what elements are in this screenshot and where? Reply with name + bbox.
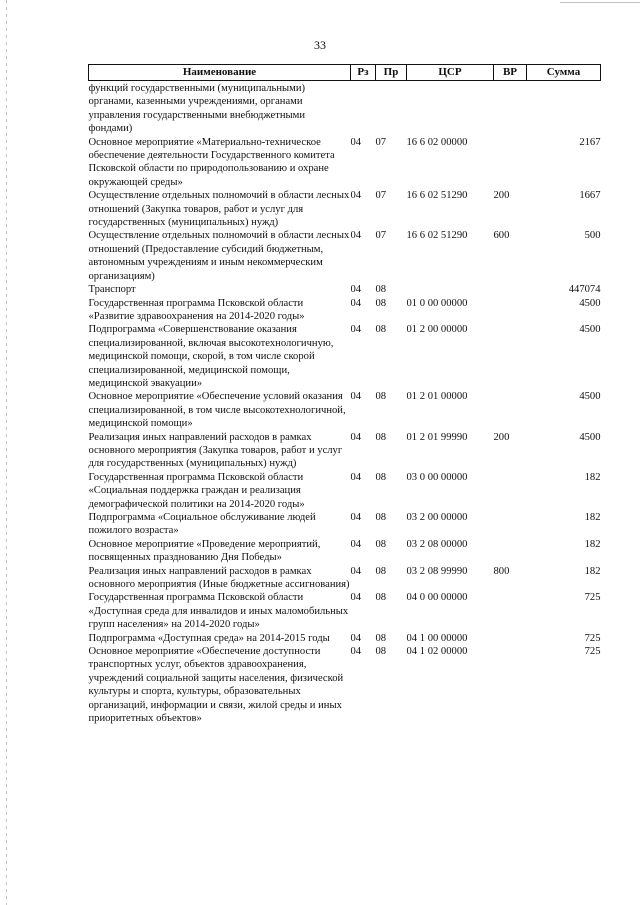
table-row (89, 538, 601, 565)
row-name: Государственная программа Псковской области «Доступная среда для инвалидов и иных маломобильных групп населения» на 2014-2020 годы» (88, 592, 349, 631)
row-sum: 725 (584, 592, 601, 604)
row-pr: 08 (375, 632, 387, 644)
row-csr: 01 2 00 00000 (406, 324, 468, 336)
row-vr (494, 645, 527, 725)
row-vr (494, 390, 527, 430)
table-row (89, 565, 601, 592)
header-rz: Рз (351, 65, 376, 81)
row-rz: 04 (350, 632, 362, 644)
row-vr: 800 (493, 565, 510, 577)
row-csr: 01 0 00 00000 (406, 297, 468, 309)
row-vr (494, 591, 527, 631)
row-rz: 04 (350, 136, 362, 148)
row-pr: 07 (375, 230, 387, 242)
row-name: Подпрограмма «Доступная среда» на 2014-2015 годы (88, 632, 330, 644)
row-pr: 08 (375, 297, 387, 309)
row-vr (494, 471, 527, 511)
row-csr: 04 1 00 00000 (406, 632, 468, 644)
row-pr: 08 (375, 324, 387, 336)
row-name: Осуществление отдельных полномочий в области лесных отношений (Закупка товаров, работ и услуг для государственных (муниципальных) нужд) (88, 190, 350, 229)
row-csr: 01 2 01 99990 (406, 431, 468, 443)
table-row (89, 431, 601, 471)
row-vr (494, 297, 527, 324)
header-vr: ВР (494, 65, 527, 81)
row-name: Транспорт (88, 284, 136, 296)
table-row (89, 323, 601, 390)
row-pr: 08 (375, 538, 387, 550)
row-pr: 08 (375, 512, 387, 523)
row-name: Осуществление отдельных полномочий в области лесных отношений (Предоставление субсидий бюджетным, автономным учреждениям и иным некоммерческим организациям) (88, 230, 350, 282)
row-sum: 2167 (579, 136, 601, 148)
row-rz: 04 (350, 284, 362, 296)
row-csr: 04 1 02 00000 (406, 646, 468, 658)
row-sum: 4500 (579, 324, 601, 336)
scan-edge-top (560, 2, 640, 3)
row-pr: 08 (375, 592, 387, 604)
row-csr: 16 6 02 51290 (406, 190, 468, 202)
table-row (89, 136, 601, 190)
row-pr: 08 (375, 284, 387, 296)
row-vr (494, 632, 527, 645)
row-rz: 04 (350, 324, 362, 336)
row-rz: 04 (350, 297, 362, 309)
header-sum: Сумма (527, 65, 601, 81)
row-sum: 4500 (579, 431, 601, 443)
row-csr (407, 283, 494, 296)
row-pr: 08 (375, 646, 387, 658)
row-vr (494, 511, 527, 538)
row-pr: 08 (375, 471, 387, 483)
row-sum: 182 (584, 471, 601, 483)
row-rz: 04 (350, 565, 362, 577)
row-vr (494, 81, 527, 136)
table-row (89, 229, 601, 283)
table-row (89, 189, 601, 229)
row-sum: 500 (584, 230, 601, 242)
row-pr: 07 (375, 190, 387, 202)
row-name: Основное мероприятие «Проведение мероприятий, посвященных празднованию Дня Победы» (88, 538, 321, 564)
row-name: функций государственными (муниципальными) органами, казенными учреждениями, органами управления государственными внебюджетными фондами) (88, 83, 306, 135)
scan-edge-left (6, 0, 7, 905)
row-csr: 03 2 08 99990 (406, 565, 468, 577)
row-name: Основное мероприятие «Обеспечение условий оказания специализированной, в том числе высокотехнологичной, медицинской помощи» (88, 391, 346, 430)
row-name: Государственная программа Псковской области «Социальная поддержка граждан и реализация демографической политики на 2014-2020 годы» (88, 471, 305, 510)
table-row (89, 390, 601, 430)
header-pr: Пр (376, 65, 407, 81)
row-csr: 03 0 00 00000 (406, 471, 468, 483)
row-vr (494, 136, 527, 190)
row-csr: 16 6 02 00000 (406, 136, 468, 148)
row-csr: 03 2 00 00000 (406, 512, 468, 523)
table-row (89, 297, 601, 324)
row-sum: 4500 (579, 391, 601, 403)
row-rz: 04 (350, 471, 362, 483)
row-vr (494, 538, 527, 565)
row-sum: 1667 (579, 190, 601, 202)
row-name: Государственная программа Псковской области «Развитие здравоохранения на 2014-2020 годы» (88, 297, 305, 322)
row-rz (351, 81, 376, 136)
row-sum: 725 (584, 632, 601, 644)
row-sum: 182 (584, 565, 601, 577)
table-row (89, 632, 601, 645)
row-csr: 01 2 01 00000 (406, 391, 468, 403)
row-sum: 182 (584, 512, 601, 523)
row-vr: 200 (493, 190, 510, 202)
row-rz: 04 (350, 592, 362, 604)
row-csr: 04 0 00 00000 (406, 592, 468, 604)
row-name: Основное мероприятие «Материально-техническое обеспечение деятельности Государственного комитета Псковской области по природопользованию и охране окружающей среды» (88, 136, 335, 188)
row-rz: 04 (350, 538, 362, 550)
row-sum: 4500 (579, 297, 601, 309)
row-sum (527, 81, 601, 136)
row-rz: 04 (350, 190, 362, 202)
row-rz: 04 (350, 230, 362, 242)
row-pr: 08 (375, 431, 387, 443)
table-header-row (89, 65, 601, 81)
row-sum: 447074 (568, 284, 601, 296)
row-name: Реализация иных направлений расходов в рамках основного мероприятия (Иные бюджетные ассигнования) (88, 565, 350, 591)
header-name: Наименование (89, 65, 351, 81)
table-row (89, 283, 601, 296)
row-pr: 08 (375, 391, 387, 403)
row-pr: 08 (375, 565, 387, 577)
row-rz: 04 (350, 391, 362, 403)
row-name: Реализация иных направлений расходов в рамках основного мероприятия (Закупка товаров, работ и услуг для государственных (муниципальных) нужд) (88, 431, 343, 470)
header-csr: ЦСР (407, 65, 494, 81)
row-csr: 03 2 08 00000 (406, 538, 468, 550)
page-number: 33 (314, 38, 326, 52)
table-row (89, 81, 601, 136)
row-vr: 200 (493, 431, 510, 443)
row-name: Подпрограмма «Социальное обслуживание людей пожилого возраста» (88, 512, 316, 537)
row-vr (494, 283, 527, 296)
row-csr (407, 81, 494, 136)
table-row (89, 471, 601, 511)
row-name: Основное мероприятие «Обеспечение доступности транспортных услуг, объектов здравоохранения, учреждений социальной защиты населения, физической культуры и спорта, культуры, образовательных организаций, информации и связи, жилой среды и иных приоритетных объектов» (88, 646, 344, 725)
row-vr (494, 323, 527, 390)
budget-table (88, 64, 601, 726)
table-row (89, 511, 601, 538)
row-rz: 04 (350, 431, 362, 443)
table-row (89, 591, 601, 631)
row-sum: 725 (584, 646, 601, 658)
row-rz: 04 (350, 512, 362, 523)
row-rz: 04 (350, 646, 362, 658)
row-vr: 600 (493, 230, 510, 242)
row-csr: 16 6 02 51290 (406, 230, 468, 242)
row-pr: 07 (375, 136, 387, 148)
row-pr (376, 81, 407, 136)
table-row (89, 645, 601, 725)
row-name: Подпрограмма «Совершенствование оказания специализированной, включая высокотехнологичную, медицинской помощи, скорой, в том числе скорой специализированной, медицинской помощи, медицинской эвакуации» (88, 324, 334, 389)
row-sum: 182 (584, 538, 601, 550)
